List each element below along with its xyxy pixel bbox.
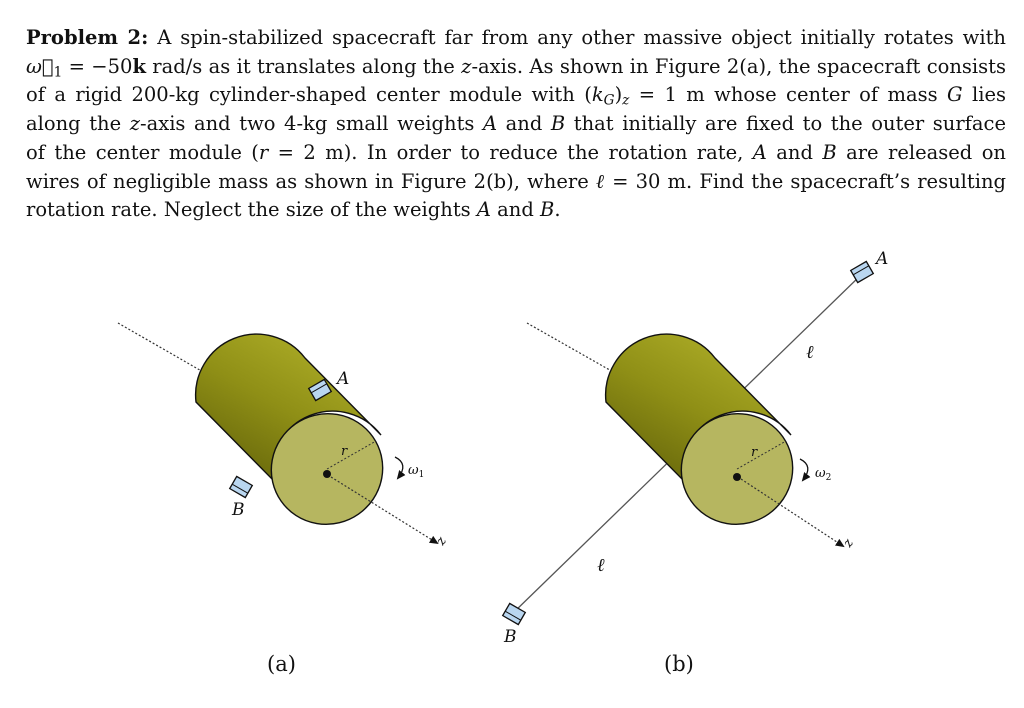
math-A: A <box>476 198 491 222</box>
omega2-label: $\omega_2$ <box>815 466 832 483</box>
math-G: G <box>947 83 963 107</box>
text-run: -axis. As shown in Figure 2(a), the spacecraft consists <box>471 54 1007 78</box>
math-z: z <box>129 112 140 136</box>
math-ell: ℓ <box>595 169 605 193</box>
math-r: r <box>258 140 269 164</box>
text-run: wires of negligible mass as shown in Figure 2(b), where <box>26 169 596 193</box>
text-run: and <box>766 140 823 164</box>
math-A: A <box>482 112 498 136</box>
figure-b <box>503 249 889 676</box>
weight-b <box>503 603 526 624</box>
radius-label: r <box>751 445 758 460</box>
math-z: z <box>461 54 472 78</box>
z-axis-back-dotted <box>118 323 205 373</box>
weight-a <box>851 261 874 282</box>
omega-subscript: 1 <box>53 64 63 81</box>
radius-label: r <box>341 444 348 459</box>
text-run: A spin-stabilized spacecraft far from any other massive object initially rotates with <box>148 26 1006 49</box>
z-axis-back-dotted <box>527 323 615 373</box>
rotation-arrow-omega2 <box>800 459 808 480</box>
text-run: of the center module ( <box>26 140 259 164</box>
text-run: = −50 <box>62 54 133 78</box>
center-of-mass-dot <box>733 473 741 481</box>
wire-length-label-upper: ℓ <box>806 342 814 363</box>
weight-b-label: B <box>504 627 517 647</box>
text-run: = 1 m whose center of mass <box>629 83 948 107</box>
text-run: and <box>497 112 551 136</box>
text-run: = 30 m. Find the spacecraft’s resulting <box>604 169 1006 193</box>
text-run: = 2 m). In order to reduce the rotation rate, <box>268 140 753 164</box>
math-B: B <box>550 112 566 136</box>
text-run: rotation rate. Neglect the size of the weights <box>26 198 477 222</box>
text-run: that initially are fixed to the outer surface <box>565 112 1006 136</box>
z-axis-label: z <box>433 534 450 548</box>
figure-a <box>118 323 450 676</box>
math-B: B <box>822 140 837 164</box>
unit-vector-k: k <box>132 54 146 78</box>
weight-a-label: A <box>337 369 350 389</box>
omega-vector-symbol: ω⃗ <box>26 54 54 78</box>
text-run: . <box>554 198 561 222</box>
center-of-mass-dot <box>323 470 331 478</box>
text-run: and <box>490 198 541 222</box>
text-run: are released on <box>836 140 1006 164</box>
z-axis-label: z <box>840 536 857 550</box>
problem-heading: Problem 2: <box>26 26 149 49</box>
weight-b-label: B <box>232 500 245 520</box>
math-B: B <box>540 198 555 222</box>
text-run: -axis and two 4-kg small weights <box>139 112 483 136</box>
text-run: ) <box>614 83 623 107</box>
text-run: of a rigid 200-kg cylinder-shaped center module with ( <box>26 83 592 107</box>
omega1-label: $\omega_1$ <box>408 463 425 480</box>
figure-b-caption: (b) <box>664 652 694 676</box>
wire-length-label-lower: ℓ <box>597 555 605 576</box>
text-run: lies <box>962 83 1006 107</box>
math-subscript-G: G <box>603 92 615 109</box>
text-run: along the <box>26 112 130 136</box>
figure-a-caption: (a) <box>267 652 296 676</box>
text-run: rad/s as it translates along the <box>145 54 462 78</box>
math-subscript-z: z <box>622 92 630 109</box>
math-k: k <box>591 83 604 107</box>
weight-a-label: A <box>876 249 889 269</box>
weight-b <box>230 476 253 497</box>
math-A: A <box>752 140 767 164</box>
rotation-arrow-omega1 <box>395 457 403 478</box>
